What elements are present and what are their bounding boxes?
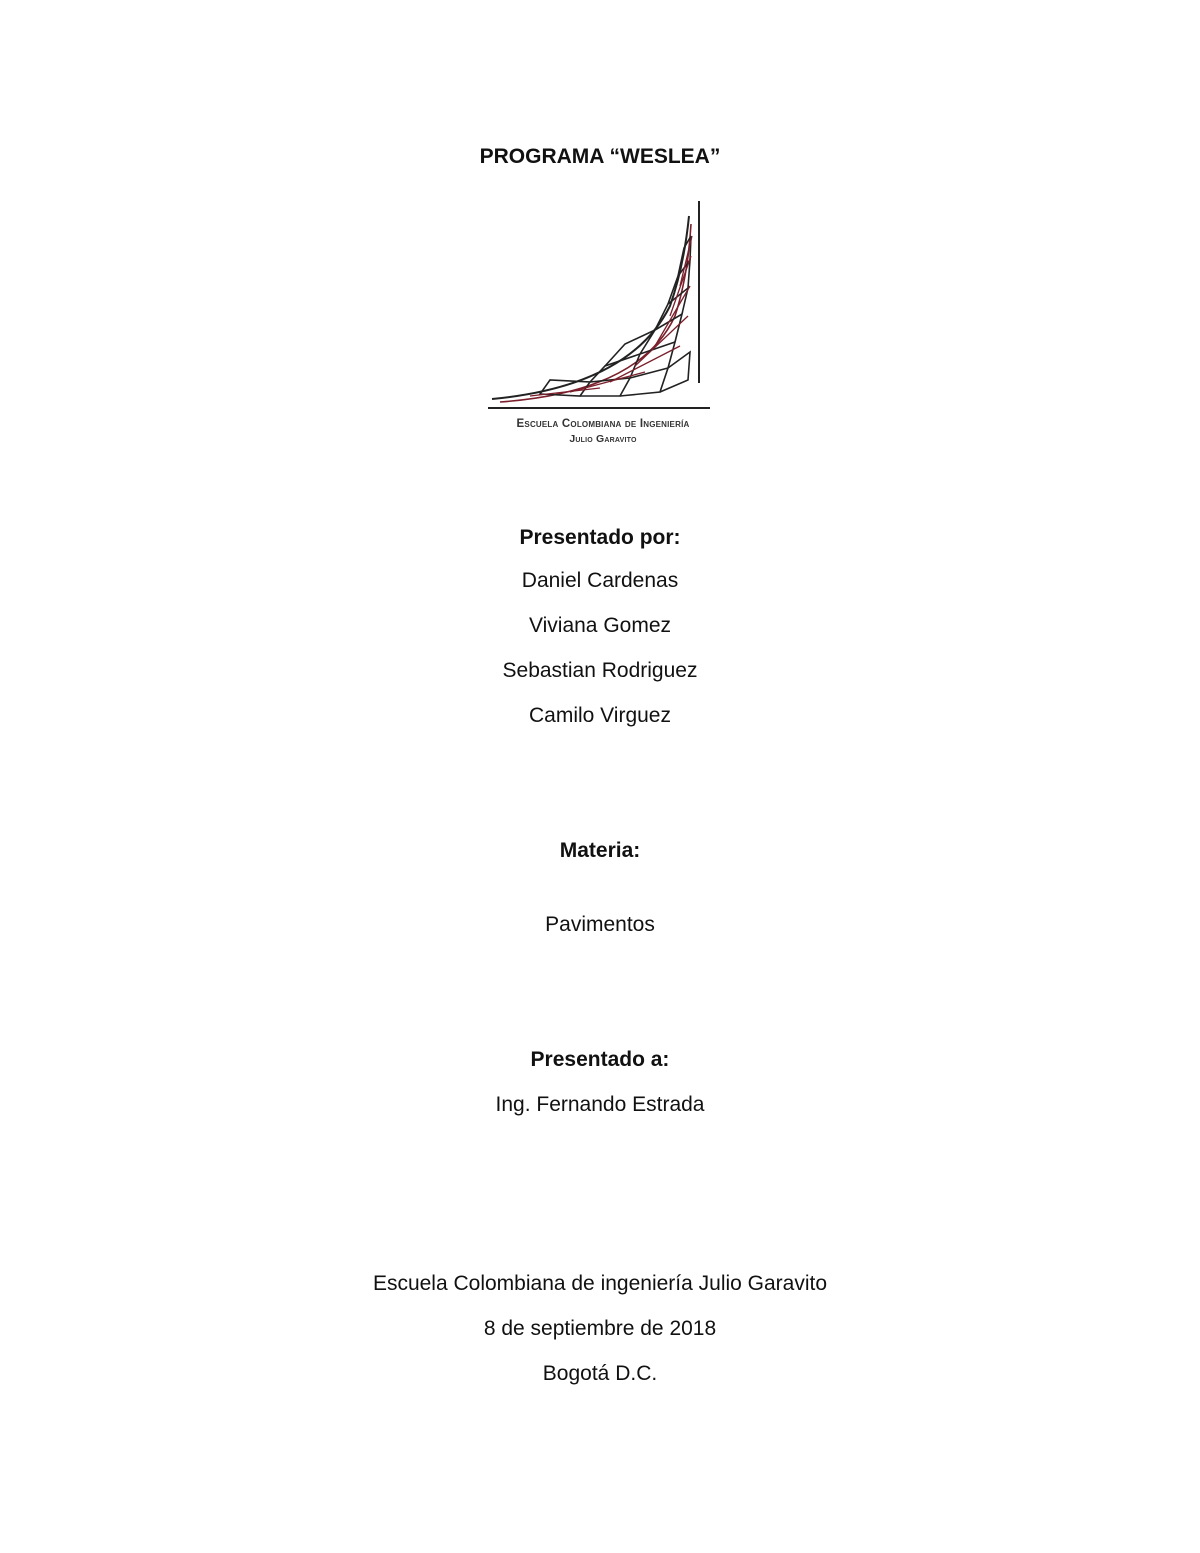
author-name: Camilo Virguez [528, 704, 671, 727]
subject-value: Pavimentos [545, 913, 655, 936]
footer-date: 8 de septiembre de 2018 [483, 1317, 717, 1340]
author-name: Sebastian Rodriguez [502, 659, 698, 682]
author-name: Daniel Cardenas [521, 569, 679, 592]
author-name: Viviana Gomez [528, 614, 672, 637]
logo-curve-icon [470, 196, 736, 416]
presented-to-heading: Presentado a: [530, 1048, 670, 1071]
footer-city: Bogotá D.C. [542, 1362, 658, 1385]
document-title: PROGRAMA “WESLEA” [479, 145, 721, 168]
school-logo [470, 196, 736, 458]
logo-text-line2: Julio Garavito [569, 433, 637, 445]
presented-by-heading: Presentado por: [519, 526, 681, 549]
subject-heading: Materia: [559, 839, 641, 862]
footer-institution: Escuela Colombiana de ingeniería Julio Garavito [372, 1272, 828, 1295]
logo-text-line1: Escuela Colombiana de Ingeniería [516, 418, 690, 430]
presented-to-value: Ing. Fernando Estrada [495, 1093, 705, 1116]
